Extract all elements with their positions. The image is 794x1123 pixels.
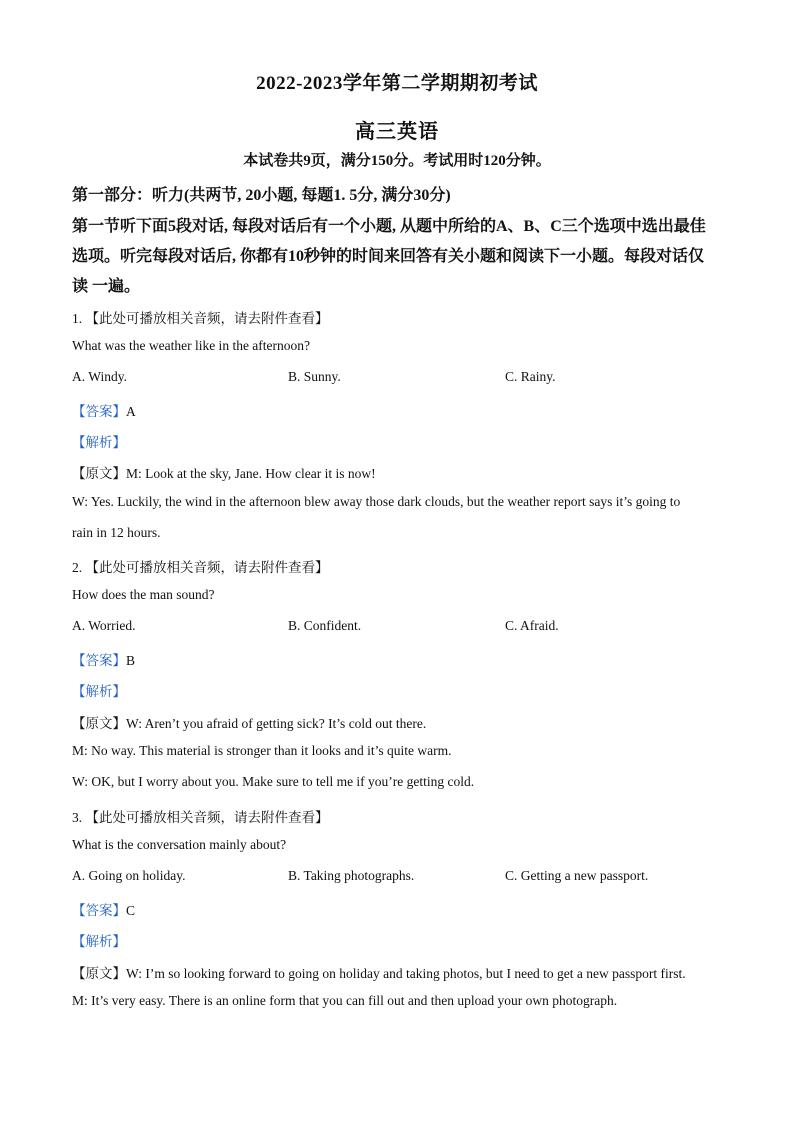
original-label: 【原文】 (72, 716, 126, 731)
question-2-transcript-2: M: No way. This material is stronger than it looks and it’s quite warm. (72, 743, 452, 758)
question-3-analysis (72, 930, 126, 950)
original-label: 【原文】 (72, 466, 126, 481)
answer-value: A (126, 404, 136, 419)
analysis-label: 【解析】 (72, 684, 126, 699)
exam-subject: 高三英语 (355, 121, 439, 143)
question-3-transcript-1 (72, 962, 686, 982)
question-1-option-b: B. Sunny. (288, 369, 341, 384)
question-1-transcript-3: rain in 12 hours. (72, 525, 161, 540)
transcript-text: W: I’m so looking forward to going on holiday and taking photos, but I need to get a new passport first. (126, 966, 686, 981)
question-2-analysis (72, 680, 126, 700)
question-3-audio: 3. 【此处可播放相关音频，请去附件查看】 (72, 810, 329, 825)
answer-value: B (126, 653, 136, 668)
question-3-option-b: B. Taking photographs. (288, 868, 415, 883)
part1-heading: 第一部分：听力(共两节, 20小题, 每题1. 5分, 满分30分) (72, 187, 451, 204)
question-2-option-b: B. Confident. (288, 618, 362, 633)
question-3-prompt: What is the conversation mainly about? (72, 837, 287, 852)
question-1-transcript-2: W: Yes. Luckily, the wind in the afternoon blew away those dark clouds, but the weather report says it’s going to (72, 494, 681, 509)
question-3-answer (72, 899, 135, 919)
question-1-prompt: What was the weather like in the afternoon? (72, 338, 311, 353)
question-3-option-a: A. Going on holiday. (72, 868, 186, 883)
answer-label: 【答案】 (72, 903, 126, 918)
answer-label: 【答案】 (72, 404, 126, 419)
answer-label: 【答案】 (72, 653, 126, 668)
question-2-prompt: How does the man sound? (72, 587, 215, 602)
transcript-text: M: Look at the sky, Jane. How clear it is now! (126, 466, 376, 481)
question-2-option-c: C. Afraid. (505, 618, 559, 633)
question-1-option-a: A. Windy. (72, 369, 127, 384)
question-1-analysis (72, 431, 126, 451)
question-2-option-a: A. Worried. (72, 618, 136, 633)
answer-value: C (126, 903, 136, 918)
question-3-transcript-2: M: It’s very easy. There is an online form that you can fill out and then upload your own photograph. (72, 993, 618, 1008)
analysis-label: 【解析】 (72, 435, 126, 450)
question-1-audio: 1. 【此处可播放相关音频，请去附件查看】 (72, 311, 329, 326)
exam-title: 2022-2023学年第二学期期初考试 (256, 73, 538, 94)
original-label: 【原文】 (72, 966, 126, 981)
instruction-line-3: 读 一遍。 (72, 278, 141, 295)
analysis-label: 【解析】 (72, 934, 126, 949)
question-2-transcript-3: W: OK, but I worry about you. Make sure to tell me if you’re getting cold. (72, 774, 475, 789)
question-2-audio: 2. 【此处可播放相关音频，请去附件查看】 (72, 560, 329, 575)
instruction-line-2: 选项。听完每段对话后, 你都有10秒钟的时间来回答有关小题和阅读下一小题。每段对话仅 (72, 248, 705, 265)
transcript-text: W: Aren’t you afraid of getting sick? It’s cold out there. (126, 716, 427, 731)
question-3-option-c: C. Getting a new passport. (505, 868, 649, 883)
question-1-option-c: C. Rainy. (505, 369, 556, 384)
question-1-answer (72, 400, 136, 420)
exam-info: 本试卷共9页，满分150分。考试用时120分钟。 (243, 153, 551, 169)
question-2-transcript-1 (72, 712, 426, 732)
question-1-transcript-1 (72, 462, 376, 482)
question-2-answer (72, 649, 135, 669)
instruction-line-1: 第一节听下面5段对话, 每段对话后有一个小题, 从题中所给的A、B、C三个选项中选出最佳 (72, 218, 706, 235)
